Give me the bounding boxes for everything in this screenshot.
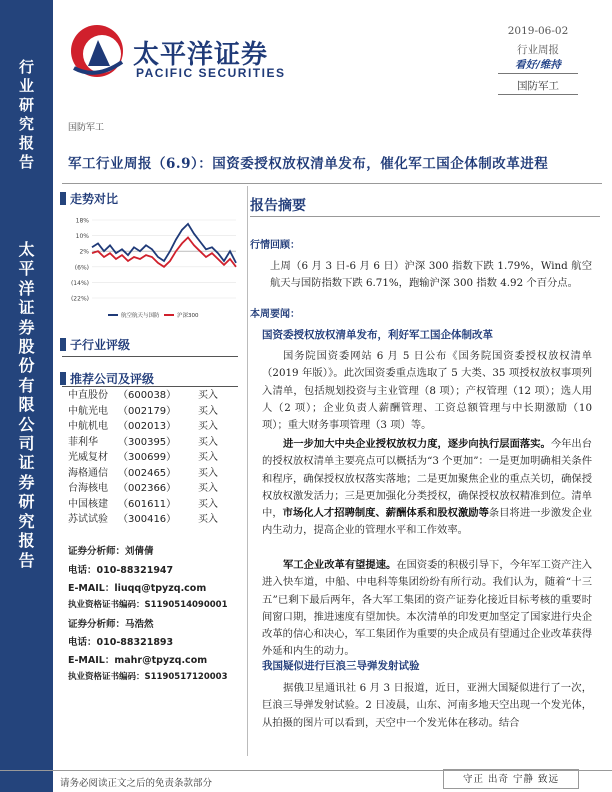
company-rating: 买入 <box>198 436 218 448</box>
recommend-row <box>68 450 240 466</box>
abstract-divider <box>250 216 600 217</box>
company-name: 中直股份 <box>68 390 108 401</box>
recommend-row <box>68 388 240 404</box>
analyst1-email: E-MAIL：liuqq@tpyzq.com <box>68 583 207 594</box>
sidebar-main-char: 券 <box>18 317 35 337</box>
sidebar-company-name <box>0 240 53 570</box>
sidebar-top-char: 业 <box>18 77 34 95</box>
news-paragraph-1: 国务院国资委网站 6 月 5 日公布《国务院国资委授权放权清单（2019 年版）》。此次国资委重点选取了 5 大类、35 项授权放权事项列入清单，包括规划投资与主业管理（8 项）；产权管理（12 项）；选人用人（2 项）；企业负责人薪酬管理、工资总额管理与中长期激励（10 项）；重大财务事项管理（3 项）等。 <box>262 350 592 432</box>
sidebar-main-char: 平 <box>18 259 35 279</box>
p3-body: 在国资委的积极引导下，今年军工资产注入进入快车道，中船、中电科等集团纷纷有所行动。我们认为，随着“十三五”已剩下最后两年，各大军工集团的资产证券化接近目标考核的重要时间窗口期，推进速度有望加快。本次清单的印发更加坚定了国家进行央企改革的信心和决心，军工集团作为重要的央企成员有望通过企业改革获得外延和内生的动力。 <box>262 559 593 658</box>
stock-code: （601611） <box>118 498 177 510</box>
sidebar-main-char: 洋 <box>18 278 35 298</box>
recommend-row <box>68 404 240 420</box>
recommend-heading: 推荐公司及评级 <box>70 372 155 386</box>
sub-rating-heading: 子行业评级 <box>70 338 131 352</box>
company-name: 中航光电 <box>68 405 108 417</box>
sidebar-main-char: 司 <box>18 434 35 454</box>
sidebar-main-char: 限 <box>18 395 35 415</box>
sidebar-top-char: 究 <box>18 115 34 133</box>
recommend-divider <box>62 386 238 387</box>
stock-code: （300416） <box>118 514 177 525</box>
company-name: 海格通信 <box>68 467 108 479</box>
p2-end: 条目将进一步激发企业内生动力，提高企业的管理水平和工作效率。 <box>262 507 593 537</box>
stock-code: （002013） <box>118 421 177 432</box>
recommend-row <box>68 481 240 497</box>
recommend-row <box>68 512 240 528</box>
chart-y-tick-label: (14%) <box>70 279 89 287</box>
sub-rating-divider <box>62 356 238 357</box>
sidebar-main-char: 股 <box>18 337 35 357</box>
company-name: 中航机电 <box>68 421 108 432</box>
rating-underline <box>498 73 578 74</box>
analyst2-phone: 电话：010-88321893 <box>68 637 174 648</box>
weekly-news-label: 本周要闻： <box>250 309 300 320</box>
footer-disclaimer: 请务必阅读正文之后的免责条款部分 <box>60 778 213 789</box>
sidebar-main-char: 公 <box>18 414 35 434</box>
news-paragraph-2 <box>262 436 592 540</box>
market-review-text: 上周（6 月 3 日-6 月 6 日）沪深 300 指数下跌 1.79%，Wind 航空航天与国防指数下跌 6.71%，跑输沪深 300 指数 4.92 个百分点。 <box>270 260 592 290</box>
analyst2-email: E-MAIL：mahr@tpyzq.com <box>68 655 208 666</box>
analyst2-name: 证券分析师：马浩然 <box>68 619 154 630</box>
stock-code: （600038） <box>118 390 177 401</box>
recommend-row <box>68 419 240 435</box>
recommend-row <box>68 497 240 513</box>
company-rating: 买入 <box>198 498 218 510</box>
sidebar-main-char: 究 <box>18 511 35 531</box>
trend-heading: 走势对比 <box>70 192 119 206</box>
left-sidebar <box>0 0 53 792</box>
p3-lead: 军工企业改革有望提速。 <box>283 559 397 571</box>
news-paragraph-4: 据俄卫星通讯社 6 月 3 日报道，近日，亚洲大国疑似进行了一次，巨浪三导弹发射试验。2 日凌晨，山东、河南多地天空出现一个发光体，从拍摄的图片可以看到，天空中一个发光体在移动。结合 <box>262 682 592 729</box>
sector-underline <box>498 94 578 95</box>
sidebar-top-char: 报 <box>18 134 34 152</box>
column-divider <box>247 186 248 756</box>
company-name: 中国核建 <box>68 498 108 510</box>
sidebar-main-char: 研 <box>18 492 35 512</box>
p2-body: 今年出台的授权放权清单主要亮点可以概括为“3 个更加”：一是更加明确相关条件和程序，确保授权放权落实落地；二是更加聚焦企业的重点关切，确保授权放权激发活力；三是更加强化分类授权，确保授权放权精准到位。清单中， <box>262 438 593 520</box>
sidebar-main-char: 告 <box>18 550 35 570</box>
chart-y-tick-label: 2% <box>79 248 89 256</box>
recommend-table <box>68 388 240 528</box>
analyst1-phone: 电话：010-88321947 <box>68 565 174 576</box>
sidebar-main-char: 有 <box>18 375 35 395</box>
p2-highlight: 市场化人才招聘制度、薪酬体系和股权激励等 <box>282 507 489 520</box>
news-heading-2: 我国疑似进行巨浪三导弹发射试验 <box>262 660 420 672</box>
analyst1-cert: 执业资格证书编码：S1190514090001 <box>68 600 228 610</box>
sidebar-top-char: 研 <box>18 96 34 114</box>
abstract-title: 报告摘要 <box>250 198 306 214</box>
company-rating: 买入 <box>198 421 218 432</box>
company-rating: 买入 <box>198 467 218 479</box>
report-title: 军工行业周报（6.9）：国资委授权放权清单发布，催化军工国企体制改革进程 <box>68 156 549 172</box>
chart-y-tick-label: 18% <box>75 217 89 225</box>
analyst1-name: 证券分析师：刘倩倩 <box>68 546 154 557</box>
title-divider <box>62 183 602 184</box>
company-rating: 买入 <box>198 483 218 494</box>
trend-chart <box>64 212 242 324</box>
sidebar-main-char: 份 <box>18 356 35 376</box>
company-name: 苏试试验 <box>68 514 108 525</box>
chart-y-tick-label: (22%) <box>70 295 89 303</box>
company-name: 菲利华 <box>68 436 98 448</box>
sidebar-report-category <box>0 58 53 172</box>
company-rating: 买入 <box>198 405 218 417</box>
chart-y-tick-label: (6%) <box>74 264 89 272</box>
company-name: 台海核电 <box>68 483 108 494</box>
news-paragraph-3 <box>262 557 592 661</box>
recommend-row <box>68 466 240 482</box>
company-rating: 买入 <box>198 452 218 463</box>
sidebar-main-char: 报 <box>18 531 35 551</box>
stock-code: （002179） <box>118 405 177 417</box>
news-heading-1: 国资委授权放权清单发布，利好军工国企体制改革 <box>262 329 493 341</box>
stock-code: （300699） <box>118 452 177 463</box>
chart-legend-label: 沪深300 <box>177 313 199 319</box>
analyst2-cert: 执业资格证书编码：S1190517120003 <box>68 672 228 682</box>
stock-code: （002465） <box>118 467 177 479</box>
chart-y-tick-label: 10% <box>75 233 89 241</box>
company-name: 光威复材 <box>68 452 108 463</box>
footer-motto: 守正 出奇 宁静 致远 <box>443 769 579 789</box>
sidebar-main-char: 证 <box>18 298 35 318</box>
company-rating: 买入 <box>198 514 218 525</box>
chart-series-line <box>92 238 236 267</box>
company-name-en: PACIFIC SECURITIES <box>136 66 286 80</box>
company-rating: 买入 <box>198 390 218 401</box>
company-name-cn: 太平洋证券 <box>133 40 269 70</box>
sidebar-main-char: 券 <box>18 472 35 492</box>
sidebar-top-char: 告 <box>18 153 34 171</box>
breadcrumb: 国防军工 <box>68 123 105 133</box>
sidebar-main-char: 太 <box>18 240 35 259</box>
chart-legend-label: 航空航天与国防 <box>121 313 160 319</box>
report-date: 2019-06-02 <box>507 25 569 37</box>
stock-code: （300395） <box>118 436 177 448</box>
sidebar-main-char: 证 <box>18 453 35 473</box>
report-type: 行业周报 <box>517 44 559 56</box>
sector-label: 国防军工 <box>517 80 559 92</box>
market-review-label: 行情回顾： <box>250 240 300 251</box>
industry-rating: 看好/维持 <box>515 59 561 71</box>
p2-lead: 进一步加大中央企业授权放权力度，逐步向执行层面落实。 <box>283 438 551 450</box>
stock-code: （002366） <box>118 483 177 494</box>
sidebar-top-char: 行 <box>18 58 34 76</box>
recommend-row <box>68 435 240 451</box>
